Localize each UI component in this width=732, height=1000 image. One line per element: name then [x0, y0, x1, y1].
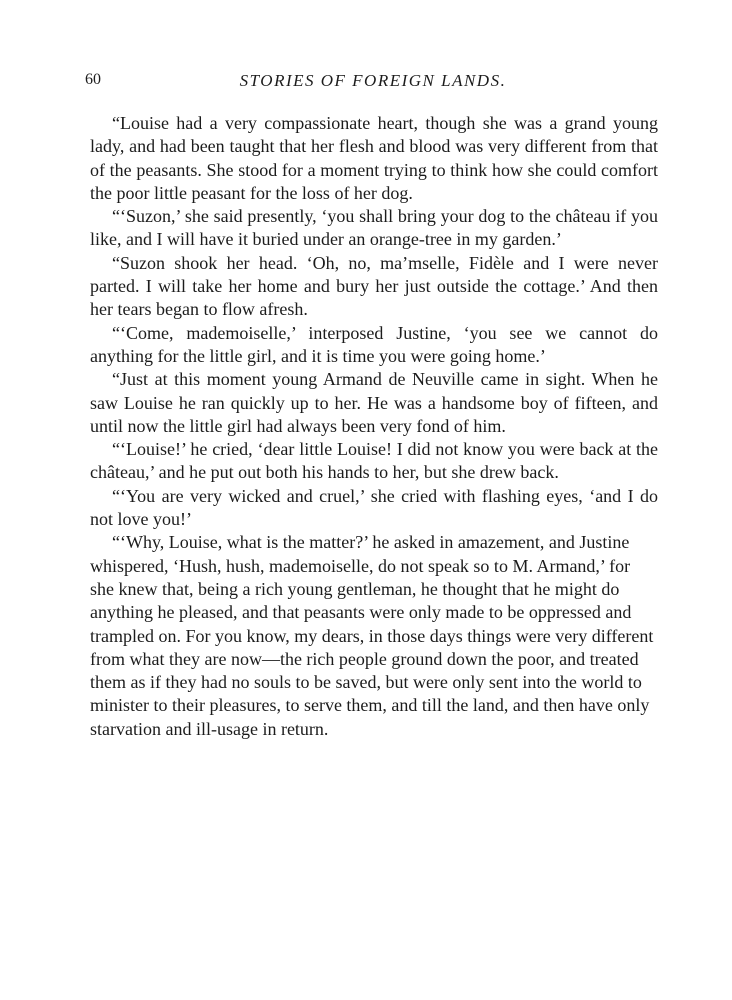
page-number: 60 — [85, 71, 101, 88]
paragraph-1: “Louise had a very compassionate heart, though she was a grand young lady, and had been taught that her flesh and blood was very different from that of the peasants. She stood for a moment trying to think how she could comfort the poor little peasant for the loss of her dog. — [90, 113, 658, 203]
paragraph-4: “‘Come, mademoiselle,’ interposed Justine, ‘you see we cannot do anything for the little girl, and it is time you were going home.’ — [90, 322, 658, 366]
page-header — [85, 71, 661, 97]
paragraph-5: “Just at this moment young Armand de Neuville came in sight. When he saw Louise he ran quickly up to her. He was a handsome boy of fifteen, and until now the little girl had always been very fond of him. — [90, 369, 658, 436]
paragraph-2: “‘Suzon,’ she said presently, ‘you shall bring your dog to the château if you like, and I will have it buried under an orange-tree in my garden.’ — [90, 206, 658, 250]
paragraph-6: “‘Louise!’ he cried, ‘dear little Louise! I did not know you were back at the château,’ and he put out both his hands to her, but she drew back. — [90, 439, 658, 483]
running-head: STORIES OF FOREIGN LANDS. — [239, 71, 507, 90]
paragraph-8: “‘Why, Louise, what is the matter?’ he asked in amazement, and Justine whispered, ‘Hush, hush, mademoiselle, do not speak so to M. Armand,’ for she knew that, being a rich young gentleman, he thought that he might do anything he pleased, and that peasants were only made to be oppressed and trampled on. For you know, my dears, in those days things were very different from what they are now—the rich people ground down the poor, and treated them as if they had no souls to be saved, but were only sent into the world to minister to their pleasures, to serve them, and till the land, and then have only starvation and ill-usage in return. — [90, 532, 654, 739]
paragraph-7: “‘You are very wicked and cruel,’ she cried with flashing eyes, ‘and I do not love you!’ — [90, 485, 658, 530]
paragraph-3: “Suzon shook her head. ‘Oh, no, ma’mselle, Fidèle and I were never parted. I will take her home and bury her just outside the cottage.’ And then her tears began to flow afresh. — [90, 252, 658, 320]
body-text — [90, 112, 658, 741]
